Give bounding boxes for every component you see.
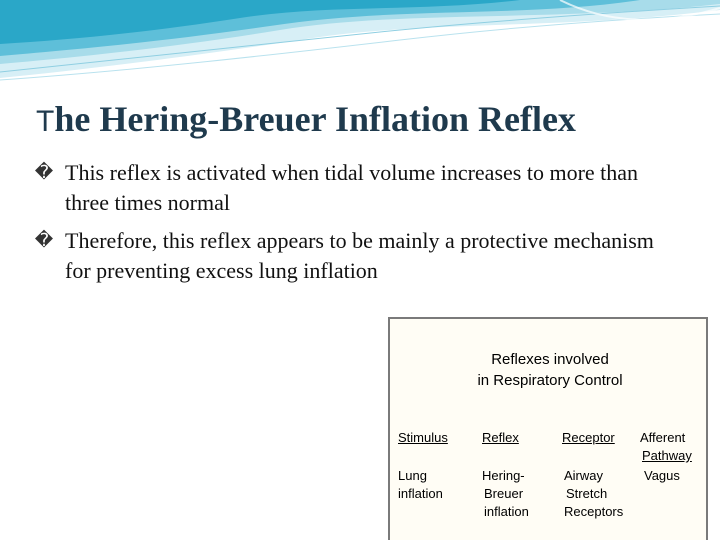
cell-stimulus-line-2: inflation [398, 486, 443, 501]
bullet-list [33, 158, 673, 294]
bullet-item [33, 226, 673, 286]
title-first-letter: T [36, 105, 55, 138]
header-receptor: Receptor [562, 430, 615, 445]
cell-pathway-line-1: Vagus [644, 468, 680, 483]
cell-reflex-line-2: Breuer [484, 486, 524, 501]
bullet-marker-icon: � [34, 162, 54, 183]
slide-title [36, 98, 576, 140]
header-afferent: Afferent [640, 430, 686, 445]
bullet-text: Therefore, this reflex appears to be mainly a protective mechanism for preventing excess lung inflation [65, 228, 654, 283]
cell-receptor-line-1: Airway [564, 468, 604, 483]
cell-receptor-line-2: Stretch [566, 486, 608, 501]
header-reflex: Reflex [482, 430, 519, 445]
bullet-item [33, 158, 673, 218]
cell-receptor-line-3: Receptors [564, 504, 624, 519]
reflex-table-figure [388, 317, 708, 540]
header-pathway: Pathway [642, 448, 692, 463]
title-text: he Hering-Breuer Inflation Reflex [54, 99, 576, 139]
figure-title-line-2: in Respiratory Control [477, 372, 623, 389]
cell-stimulus-line-1: Lung [398, 468, 427, 483]
cell-reflex-line-1: Hering- [482, 468, 525, 483]
figure-title-line-1: Reflexes involved [491, 351, 609, 368]
header-stimulus: Stimulus [398, 430, 448, 445]
cell-reflex-line-3: inflation [484, 504, 529, 519]
bullet-marker-icon: � [34, 230, 54, 251]
bullet-text: This reflex is activated when tidal volume increases to more than three times normal [65, 160, 639, 215]
header-wave-decoration [0, 0, 720, 90]
